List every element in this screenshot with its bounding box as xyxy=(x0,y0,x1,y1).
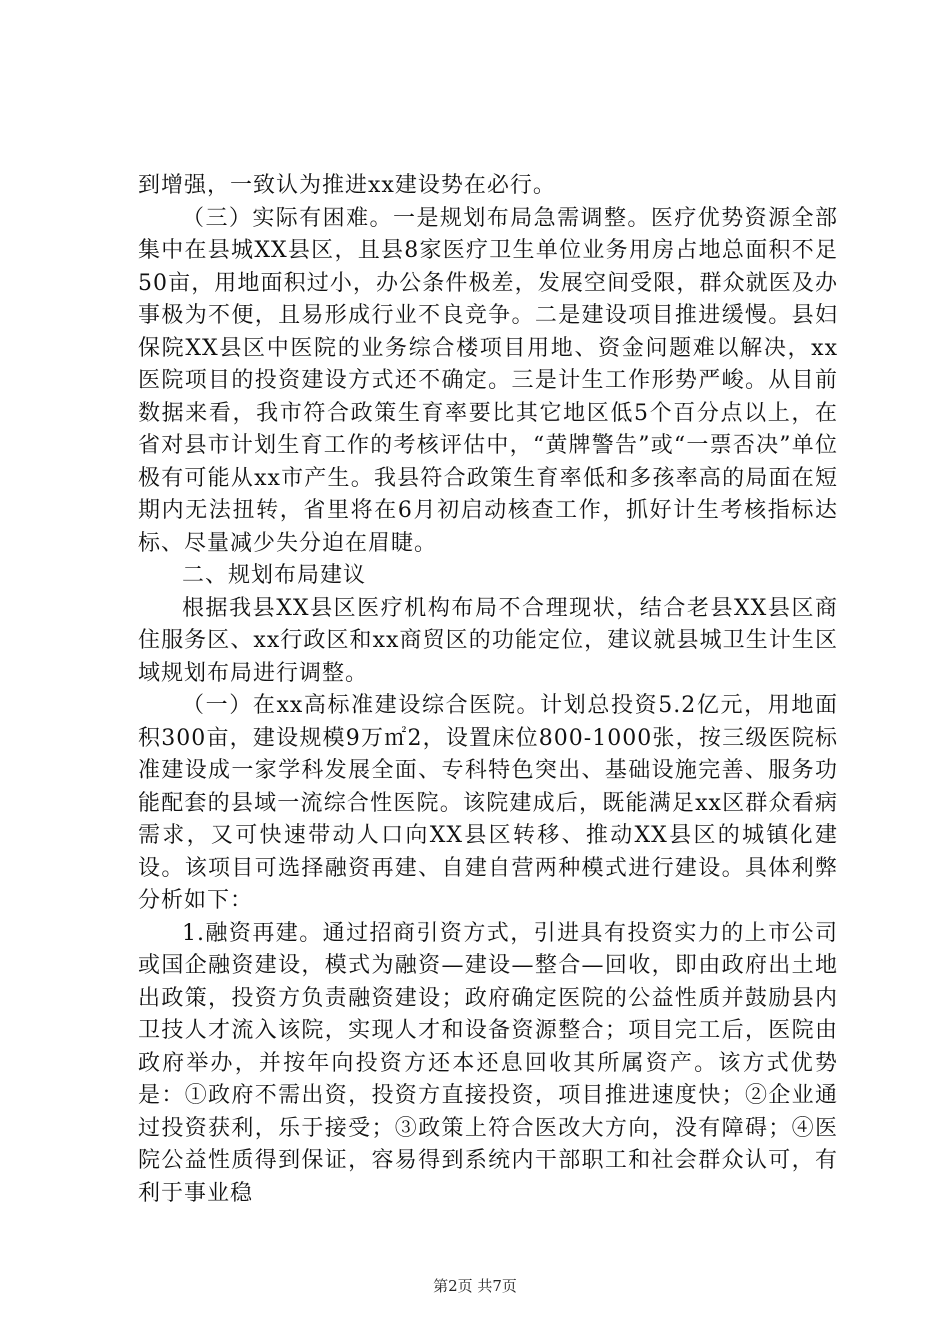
paragraph-financing-rebuild: 1.融资再建。通过招商引资方式，引进具有投资实力的上市公司或国企融资建设，模式为融资—建设—整合—回收，即由政府出土地出政策，投资方负责融资建设；政府确定医院的公益性质并鼓励县内卫技人才流入该院，实现人才和设备资源整合；项目完工后，医院由政府举办，并按年向投资方还本还息回收其所属资产。该方式优势是：①政府不需出资，投资方直接投资，项目推进速度快；②企业通过投资获利，乐于接受；③政策上符合医改大方向，没有障碍；④医院公益性质得到保证，容易得到系统内干部职工和社会群众认可，有利于事业稳 xyxy=(138,920,838,1206)
page-footer: 第2页 共7页 xyxy=(433,1277,517,1295)
heading-planning-suggestions: 二、规划布局建议 xyxy=(182,563,367,588)
document-body xyxy=(138,170,838,1210)
paragraph-section-3-difficulties: （三）实际有困难。一是规划布局急需调整。医疗优势资源全部集中在县城XX县区，且县8家医疗卫生单位业务用房占地总面积不足50亩，用地面积过小，办公条件极差，发展空间受限，群众就医及办事极为不便，且易形成行业不良竞争。二是建设项目推进缓慢。县妇保院XX县区中医院的业务综合楼项目用地、资金问题难以解决，xx医院项目的投资建设方式还不确定。三是计生工作形势严峻。从目前数据来看，我市符合政策生育率要比其它地区低5个百分点以上，在省对县市计划生育工作的考核评估中，“黄牌警告”或“一票否决”单位极有可能从xx市产生。我县符合政策生育率低和多孩率高的局面在短期内无法扭转，省里将在6月初启动核查工作，抓好计生考核指标达标、尽量减少失分迫在眉睫。 xyxy=(138,205,838,556)
paragraph-continuation: 到增强，一致认为推进xx建设势在必行。 xyxy=(138,173,556,198)
paragraph-layout-adjustment: 根据我县XX县区医疗机构布局不合理现状，结合老县XX县区商住服务区、xx行政区和xx商贸区的功能定位，建议就县城卫生计生区域规划布局进行调整。 xyxy=(138,595,838,686)
paragraph-general-hospital: （一）在xx高标准建设综合医院。计划总投资5.2亿元，用地面积300亩，建设规模9万㎡2，设置床位800-1000张，按三级医院标准建设成一家学科发展全面、专科特色突出、基础设施完善、服务功能配套的县域一流综合性医院。该院建成后，既能满足xx区群众看病需求，又可快速带动人口向XX县区转移、推动XX县区的城镇化建设。该项目可选择融资再建、自建自营两种模式进行建设。具体利弊分析如下： xyxy=(138,693,838,913)
